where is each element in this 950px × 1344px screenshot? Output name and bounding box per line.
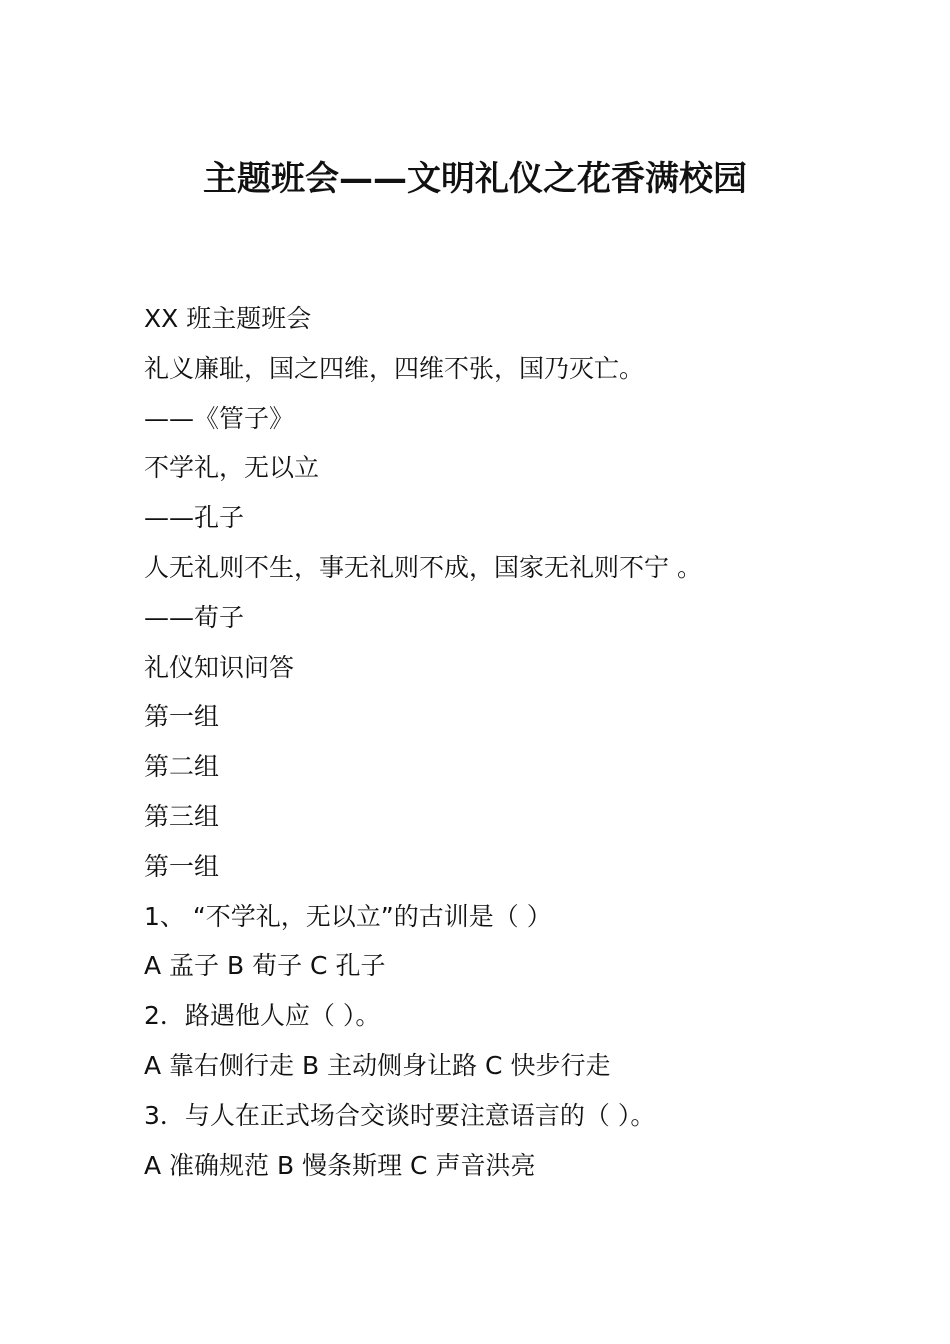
class-meeting-heading: XX 班主题班会 <box>144 304 312 333</box>
quote-source: ——孔子 <box>144 503 245 533</box>
question-text: 2．路遇他人应（ ）。 <box>144 1001 381 1031</box>
document-body <box>144 298 844 1194</box>
document-title: 主题班会——文明礼仪之花香满校园 <box>203 159 747 199</box>
answer-options: A 靠右侧行走 B 主动侧身让路 C 快步行走 <box>144 1050 611 1080</box>
quote-text: 不学礼，无以立 <box>144 453 320 483</box>
quote-source: ——荀子 <box>144 602 245 632</box>
quote-text: 礼义廉耻，国之四维，四维不张，国乃灭亡。 <box>144 353 645 383</box>
quote-text: 人无礼则不生，事无礼则不成，国家无礼则不宁 。 <box>144 552 702 582</box>
group-label: 第三组 <box>144 801 220 831</box>
question-text: 3．与人在正式场合交谈时要注意语言的（ ）。 <box>144 1100 656 1130</box>
answer-options: A 孟子 B 荀子 C 孔子 <box>144 951 386 981</box>
question-text: 1、 “不学礼，无以立”的古训是（ ） <box>144 901 552 931</box>
answer-options: A 准确规范 B 慢条斯理 C 声音洪亮 <box>144 1150 536 1180</box>
section-heading: 礼仪知识问答 <box>144 652 295 682</box>
quote-source: ——《管子》 <box>144 403 295 433</box>
group-label: 第二组 <box>144 752 220 782</box>
group-label: 第一组 <box>144 702 220 732</box>
group-label: 第一组 <box>144 851 220 881</box>
